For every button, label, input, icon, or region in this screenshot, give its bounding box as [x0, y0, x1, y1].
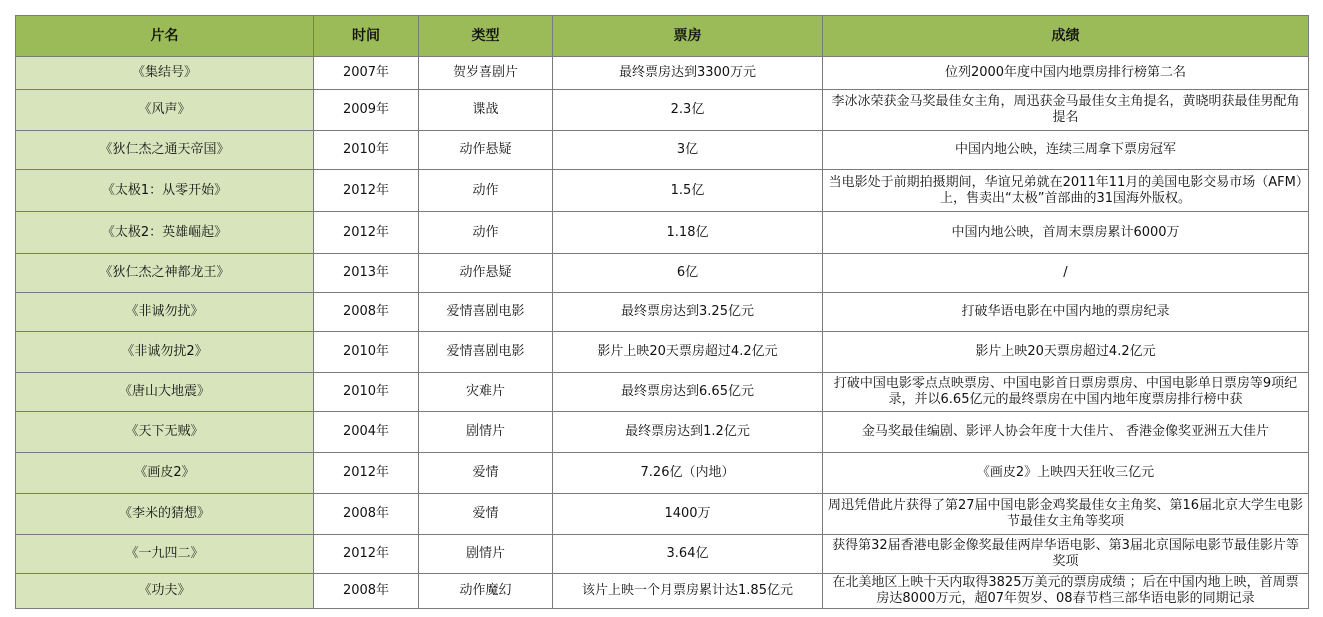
cell-genre: 谍战 — [419, 90, 553, 131]
cell-genre: 灾难片 — [419, 373, 553, 412]
cell-achievement: 当电影处于前期拍摄期间，华谊兄弟就在2011年11月的美国电影交易市场（AFM）上，售卖出“太极”首部曲的31国海外版权。 — [823, 170, 1309, 212]
cell-achievement: / — [823, 254, 1309, 293]
table-row — [16, 254, 1309, 293]
header-genre: 类型 — [419, 16, 553, 57]
cell-year: 2007年 — [314, 57, 419, 90]
cell-genre: 爱情喜剧电影 — [419, 332, 553, 373]
cell-box-office: 1.18亿 — [553, 212, 823, 254]
cell-title: 《非诚勿扰》 — [16, 293, 314, 332]
cell-achievement: 李冰冰荣获金马奖最佳女主角，周迅获金马最佳女主角提名，黄晓明获最佳男配角提名 — [823, 90, 1309, 131]
cell-achievement: 金马奖最佳编剧、影评人协会年度十大佳片、 香港金像奖亚洲五大佳片 — [823, 412, 1309, 453]
table-row — [16, 412, 1309, 453]
cell-year: 2012年 — [314, 170, 419, 212]
cell-title: 《风声》 — [16, 90, 314, 131]
cell-box-office: 最终票房达到1.2亿元 — [553, 412, 823, 453]
cell-title: 《功夫》 — [16, 574, 314, 609]
table-row — [16, 293, 1309, 332]
cell-title: 《天下无贼》 — [16, 412, 314, 453]
cell-title: 《李米的猜想》 — [16, 494, 314, 535]
cell-genre: 剧情片 — [419, 535, 553, 574]
table-row — [16, 494, 1309, 535]
table-row — [16, 535, 1309, 574]
cell-title: 《狄仁杰之通天帝国》 — [16, 131, 314, 170]
cell-title: 《唐山大地震》 — [16, 373, 314, 412]
header-title: 片名 — [16, 16, 314, 57]
cell-genre: 动作悬疑 — [419, 131, 553, 170]
cell-achievement: 打破中国电影零点点映票房、中国电影首日票房票房、中国电影单日票房等9项纪录，并以6.65亿元的最终票房在中国内地年度票房排行榜中获 — [823, 373, 1309, 412]
cell-box-office: 影片上映20天票房超过4.2亿元 — [553, 332, 823, 373]
cell-year: 2010年 — [314, 131, 419, 170]
cell-title: 《狄仁杰之神都龙王》 — [16, 254, 314, 293]
table-row — [16, 332, 1309, 373]
cell-year: 2012年 — [314, 453, 419, 494]
cell-achievement: 位列2000年度中国内地票房排行榜第二名 — [823, 57, 1309, 90]
film-table — [15, 15, 1309, 609]
cell-title: 《一九四二》 — [16, 535, 314, 574]
cell-genre: 爱情 — [419, 494, 553, 535]
cell-achievement: 获得第32届香港电影金像奖最佳两岸华语电影、第3届北京国际电影节最佳影片等奖项 — [823, 535, 1309, 574]
cell-box-office: 最终票房达到3300万元 — [553, 57, 823, 90]
cell-box-office: 最终票房达到3.25亿元 — [553, 293, 823, 332]
cell-achievement: 在北美地区上映十天内取得3825万美元的票房成绩 ；后在中国内地上映，首周票房达8000万元，超07年贺岁、08春节档三部华语电影的同期记录 — [823, 574, 1309, 609]
cell-title: 《太极2：英雄崛起》 — [16, 212, 314, 254]
table-container — [15, 15, 1309, 609]
cell-genre: 爱情喜剧电影 — [419, 293, 553, 332]
cell-genre: 爱情 — [419, 453, 553, 494]
cell-achievement: 打破华语电影在中国内地的票房纪录 — [823, 293, 1309, 332]
table-row — [16, 574, 1309, 609]
cell-box-office: 3.64亿 — [553, 535, 823, 574]
cell-box-office: 7.26亿（内地） — [553, 453, 823, 494]
cell-year: 2008年 — [314, 293, 419, 332]
cell-achievement: 影片上映20天票房超过4.2亿元 — [823, 332, 1309, 373]
cell-genre: 动作悬疑 — [419, 254, 553, 293]
cell-box-office: 1.5亿 — [553, 170, 823, 212]
cell-genre: 动作 — [419, 212, 553, 254]
cell-year: 2008年 — [314, 574, 419, 609]
cell-title: 《集结号》 — [16, 57, 314, 90]
cell-box-office: 该片上映一个月票房累计达1.85亿元 — [553, 574, 823, 609]
header-box-office: 票房 — [553, 16, 823, 57]
cell-box-office: 6亿 — [553, 254, 823, 293]
cell-year: 2008年 — [314, 494, 419, 535]
table-row — [16, 131, 1309, 170]
table-row — [16, 170, 1309, 212]
cell-year: 2012年 — [314, 212, 419, 254]
cell-year: 2010年 — [314, 332, 419, 373]
cell-box-office: 1400万 — [553, 494, 823, 535]
cell-achievement: 《画皮2》上映四天狂收三亿元 — [823, 453, 1309, 494]
cell-genre: 动作 — [419, 170, 553, 212]
cell-year: 2013年 — [314, 254, 419, 293]
header-year: 时间 — [314, 16, 419, 57]
cell-title: 《画皮2》 — [16, 453, 314, 494]
cell-year: 2009年 — [314, 90, 419, 131]
cell-achievement: 中国内地公映，首周末票房累计6000万 — [823, 212, 1309, 254]
table-row — [16, 212, 1309, 254]
cell-year: 2012年 — [314, 535, 419, 574]
table-row — [16, 373, 1309, 412]
cell-box-office: 2.3亿 — [553, 90, 823, 131]
header-achievement: 成绩 — [823, 16, 1309, 57]
cell-year: 2010年 — [314, 373, 419, 412]
cell-title: 《太极1：从零开始》 — [16, 170, 314, 212]
cell-genre: 动作魔幻 — [419, 574, 553, 609]
header-row — [16, 16, 1309, 57]
table-row — [16, 57, 1309, 90]
cell-box-office: 3亿 — [553, 131, 823, 170]
cell-box-office: 最终票房达到6.65亿元 — [553, 373, 823, 412]
table-row — [16, 90, 1309, 131]
cell-achievement: 周迅凭借此片获得了第27届中国电影金鸡奖最佳女主角奖、第16届北京大学生电影节最佳女主角等奖项 — [823, 494, 1309, 535]
cell-title: 《非诚勿扰2》 — [16, 332, 314, 373]
table-row — [16, 453, 1309, 494]
cell-genre: 剧情片 — [419, 412, 553, 453]
cell-achievement: 中国内地公映，连续三周拿下票房冠军 — [823, 131, 1309, 170]
cell-genre: 贺岁喜剧片 — [419, 57, 553, 90]
cell-year: 2004年 — [314, 412, 419, 453]
